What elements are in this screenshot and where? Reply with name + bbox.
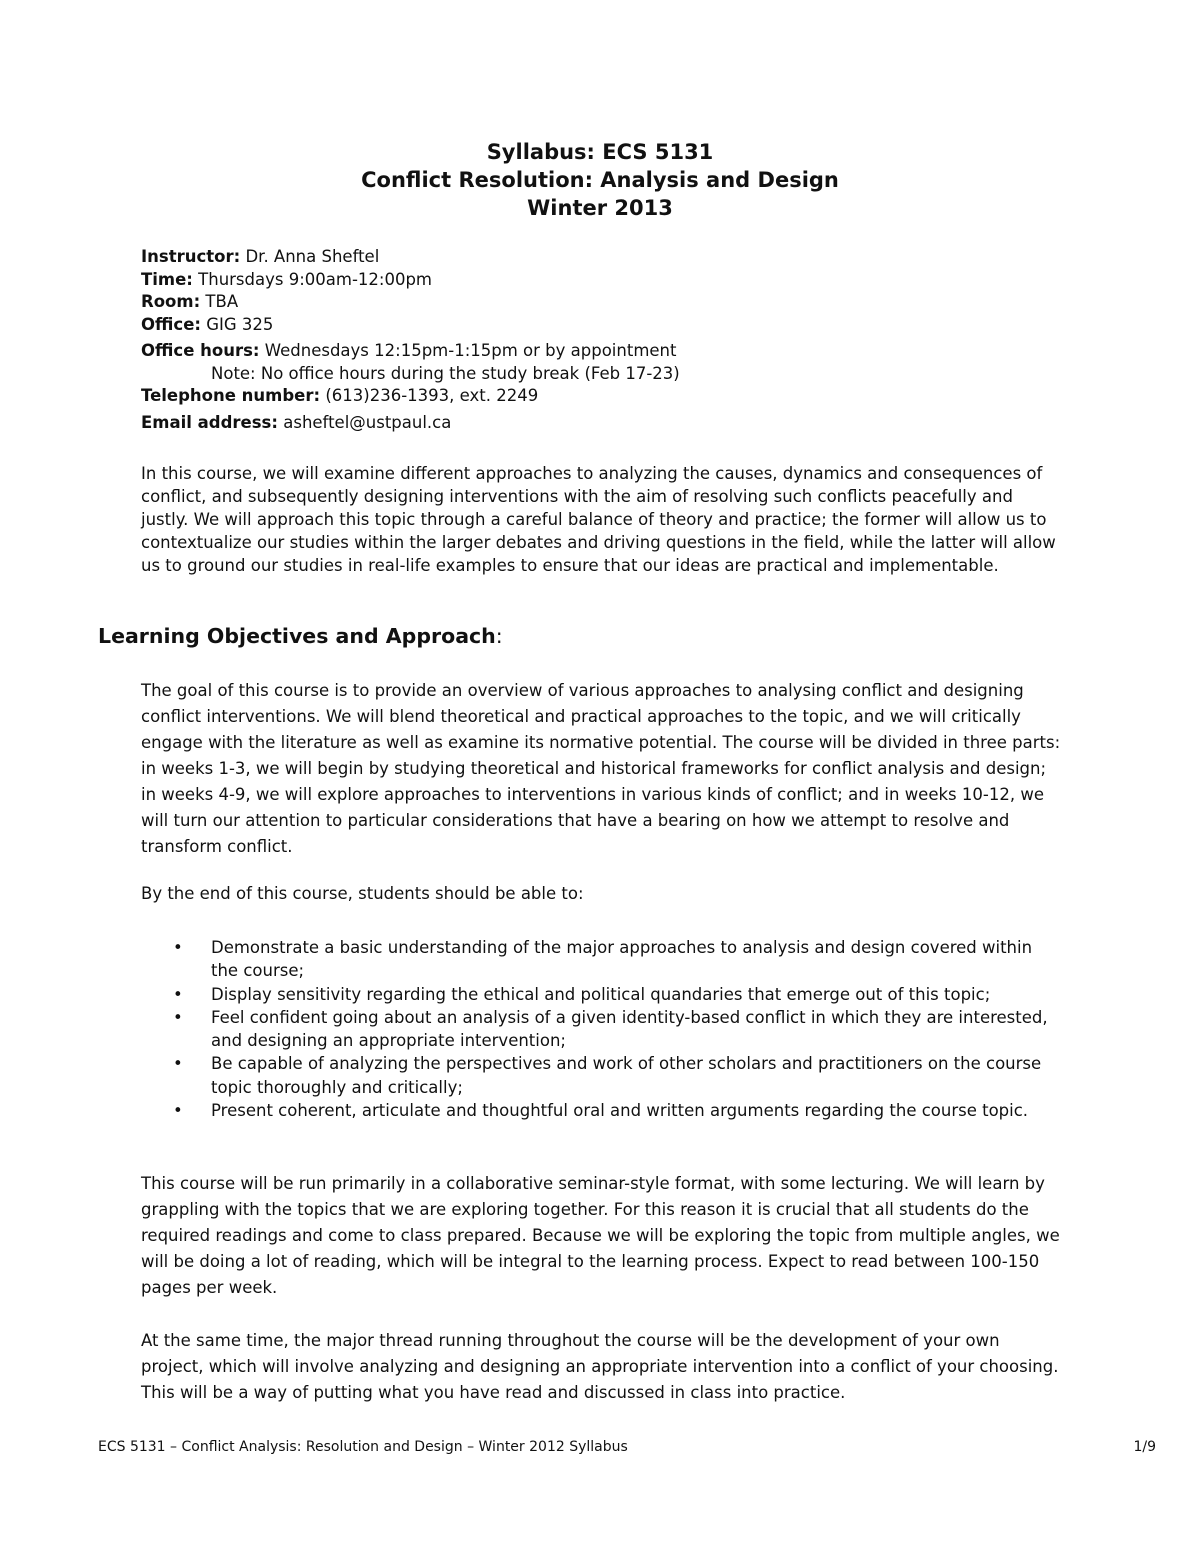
objectives-paragraph-4: At the same time, the major thread running throughout the course will be the development of your own project, which will involve analyzing and designing an appropriate intervention into a conflict of your choosing. This will be a way of putting what you have read and discussed in class into practice.: [141, 1331, 1059, 1402]
bullet-icon: •: [173, 1101, 183, 1121]
room-value: TBA: [205, 292, 239, 311]
info-office-hours: [141, 340, 680, 363]
email-label: Email address:: [141, 412, 278, 432]
office-hours-label: Office hours:: [141, 341, 260, 360]
bullet-icon: •: [173, 938, 183, 957]
section-heading-text: Learning Objectives and Approach: [98, 624, 496, 648]
section-heading-colon: :: [495, 624, 503, 648]
objectives-paragraph-3: This course will be run primarily in a collaborative seminar-style format, with some lecturing. We will learn by grappling with the topics that we are exploring together. For this reason it is crucial that all students do the required readings and come to class prepared. Because we will be exploring the topic from multiple angles, we will be doing a lot of reading, which will be integral to the learning process. Expect to read between 100-150 pages per week.: [141, 1174, 1060, 1297]
page-number: 1/9: [1133, 1439, 1156, 1455]
info-instructor: [141, 246, 680, 269]
info-room: [141, 291, 680, 314]
list-item-text: Feel confident going about an analysis of a given identity-based conflict in which they are interested, and designing an appropriate intervention;: [211, 1007, 1048, 1051]
info-email: [141, 412, 680, 435]
telephone-value: (613)236-1393, ext. 2249: [325, 386, 539, 405]
section-heading-objectives: [98, 621, 503, 651]
office-label: Office:: [141, 314, 201, 334]
title-course-name: Conflict Resolution: Analysis and Design: [361, 168, 839, 192]
objectives-paragraph-1: The goal of this course is to provide an overview of various approaches to analysing conflict and designing conflict interventions. We will blend theoretical and practical approaches to the topic, and we will critically engage with the literature as well as examine its normative potential. The course will be divided in three parts: in weeks 1-3, we will begin by studying theoretical and historical frameworks for conflict analysis and design; in weeks 4-9, we will explore approaches to interventions in various kinds of conflict; and in weeks 10-12, we will turn our attention to particular considerations that have a bearing on how we attempt to resolve and transform conflict.: [141, 681, 1061, 856]
room-label: Room:: [141, 292, 201, 311]
list-item-text: Present coherent, articulate and thoughtful oral and written arguments regarding the course topic.: [211, 1101, 1029, 1121]
objectives-paragraph-2: By the end of this course, students should be able to:: [141, 884, 584, 903]
instructor-value: Dr. Anna Sheftel: [245, 247, 380, 266]
list-item-text: Demonstrate a basic understanding of the major approaches to analysis and design covered within the course;: [211, 938, 1033, 981]
list-item: [141, 936, 1061, 983]
time-label: Time:: [141, 269, 193, 289]
objectives-list: [141, 936, 1061, 1122]
office-hours-note: Note: No office hours during the study break (Feb 17-23): [211, 363, 680, 383]
list-item: [141, 1052, 1061, 1099]
instructor-label: Instructor:: [141, 247, 241, 266]
bullet-icon: •: [173, 984, 183, 1004]
bullet-icon: •: [173, 1054, 183, 1074]
footer-course-title: ECS 5131 – Conflict Analysis: Resolution and Design – Winter 2012 Syllabus: [98, 1439, 628, 1455]
info-telephone: [141, 385, 680, 408]
course-info: [141, 246, 680, 434]
title-term: Winter 2013: [527, 196, 673, 220]
time-value: Thursdays 9:00am-12:00pm: [198, 269, 433, 289]
document-title: [0, 138, 1200, 222]
telephone-label: Telephone number:: [141, 386, 321, 405]
office-value: GIG 325: [206, 314, 274, 334]
office-hours-value: Wednesdays 12:15pm-1:15pm or by appointment: [264, 341, 677, 360]
list-item: [141, 1006, 1061, 1053]
list-item-text: Be capable of analyzing the perspectives and work of other scholars and practitioners on the course topic thoroughly and critically;: [211, 1054, 1042, 1097]
info-time: [141, 269, 680, 292]
info-office: [141, 314, 680, 337]
intro-paragraph: In this course, we will examine different approaches to analyzing the causes, dynamics and consequences of conflict, and subsequently designing interventions with the aim of resolving such conflicts peacefully and justly. We will approach this topic through a careful balance of theory and practice; the former will allow us to contextualize our studies within the larger debates and driving questions in the field, while the latter will allow us to ground our studies in real-life examples to ensure that our ideas are practical and implementable.: [141, 464, 1056, 575]
list-item-text: Display sensitivity regarding the ethical and political quandaries that emerge out of this topic;: [211, 984, 991, 1004]
list-item: [141, 983, 1061, 1006]
email-value[interactable]: asheftel@ustpaul.ca: [283, 412, 452, 432]
list-item: [141, 1099, 1061, 1122]
title-course-code: Syllabus: ECS 5131: [486, 140, 714, 164]
bullet-icon: •: [173, 1007, 183, 1027]
